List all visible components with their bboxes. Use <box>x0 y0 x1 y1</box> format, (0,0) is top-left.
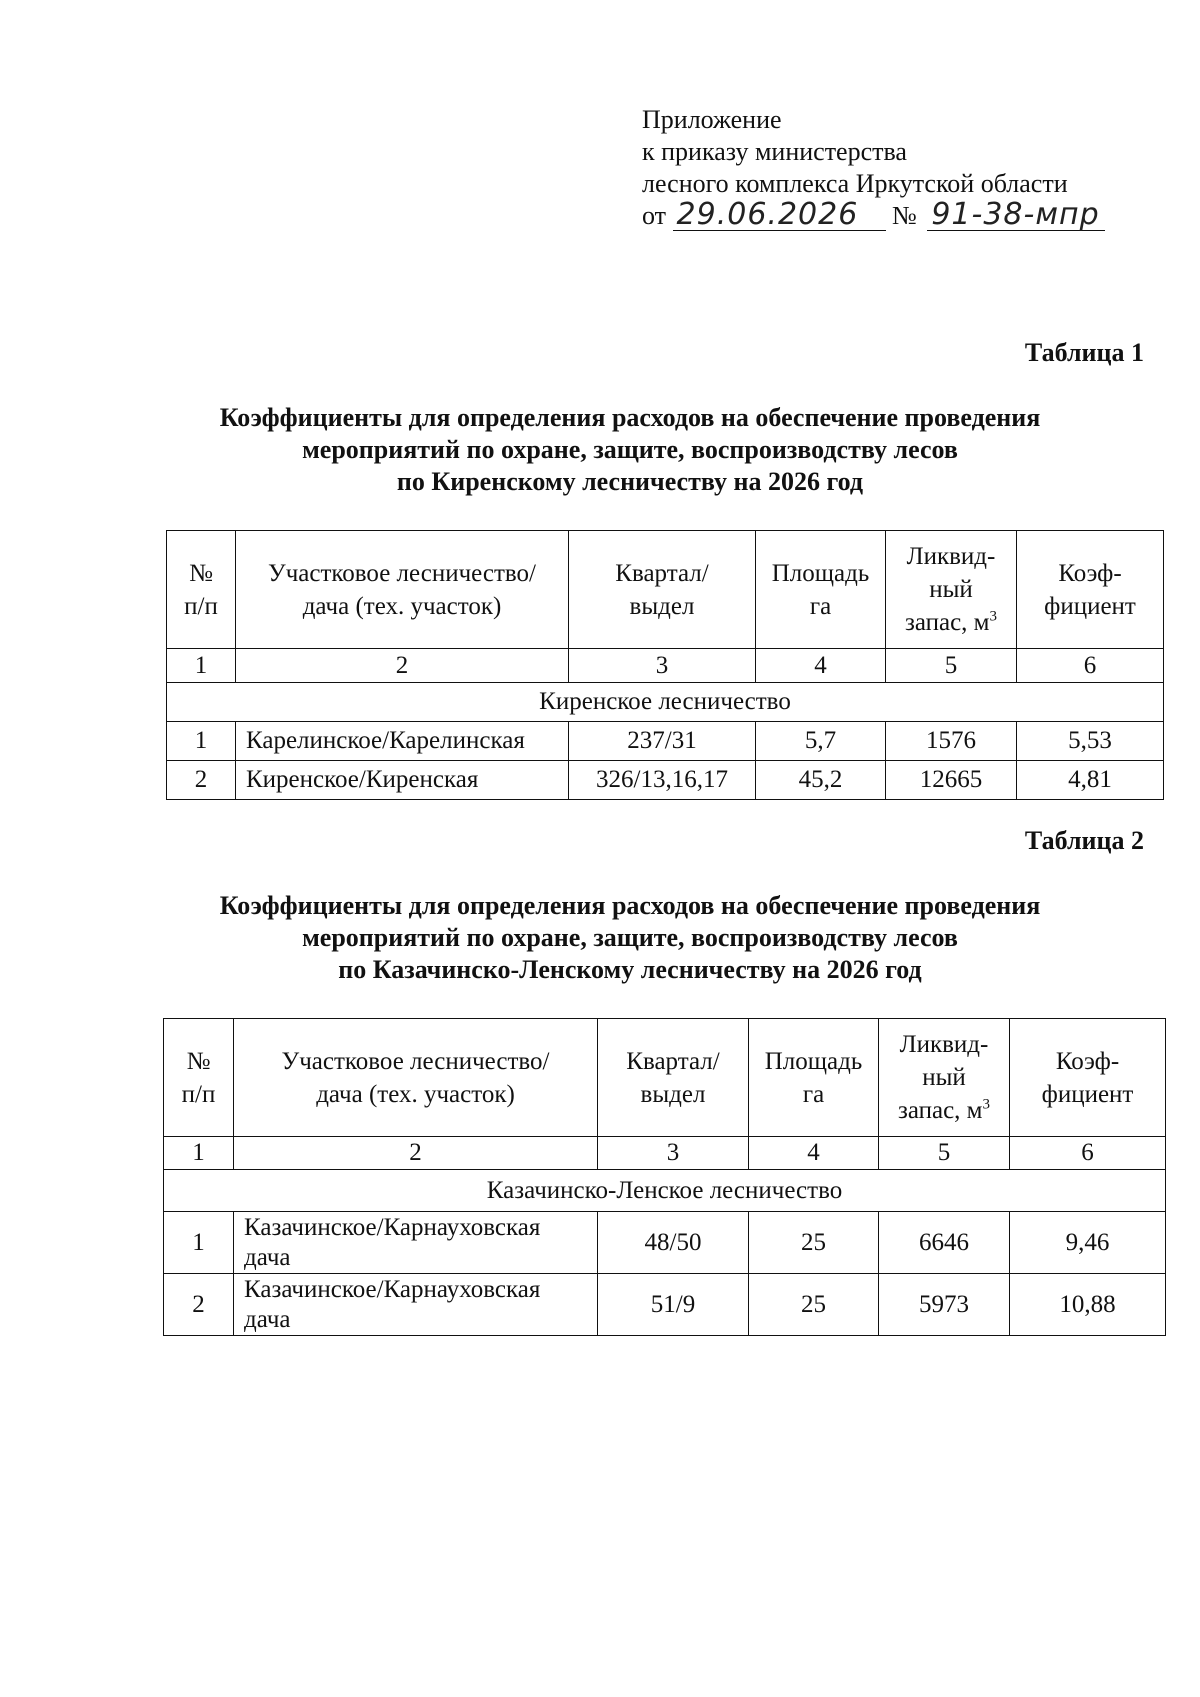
table-row <box>167 761 1164 800</box>
appendix-ministry-line: лесного комплекса Иркутской области <box>642 169 1068 198</box>
table1-title: Коэффициенты для определения расходов на обеспечение проведения мероприятий по охране, защите, воспроизводству лесов по Киренскому лесничеству на 2026 год <box>219 403 1041 496</box>
table1-label: Таблица 1 <box>1024 338 1144 367</box>
header-coef: Коэф- фициент <box>1017 531 1164 649</box>
cell-quarter: 51/9 <box>598 1274 749 1336</box>
cell-num: 1 <box>164 1212 234 1274</box>
col-number: 1 <box>164 1137 234 1170</box>
col-number: 5 <box>886 649 1017 683</box>
table2 <box>163 1018 1166 1336</box>
col-number: 3 <box>598 1137 749 1170</box>
col-number: 5 <box>879 1137 1010 1170</box>
from-label: от <box>642 201 667 230</box>
cell-quarter: 237/31 <box>569 722 756 761</box>
cell-stock: 5973 <box>879 1274 1010 1336</box>
cell-area: 5,7 <box>756 722 886 761</box>
header-district: Участковое лесничество/ дача (тех. участок) <box>236 531 569 649</box>
cell-district: Казачинское/Карнауховская дача <box>234 1212 598 1274</box>
table2-label: Таблица 2 <box>1024 826 1144 855</box>
header-num: № п/п <box>164 1019 234 1137</box>
cell-coef: 5,53 <box>1017 722 1164 761</box>
cell-area: 45,2 <box>756 761 886 800</box>
cell-coef: 10,88 <box>1010 1274 1166 1336</box>
col-number: 2 <box>236 649 569 683</box>
cell-coef: 9,46 <box>1010 1212 1166 1274</box>
cell-quarter: 48/50 <box>598 1212 749 1274</box>
header-stock: Ликвид- ный запас, $м^3$ <box>886 531 1017 649</box>
col-number: 4 <box>749 1137 879 1170</box>
header-coef: Коэф- фициент <box>1010 1019 1166 1137</box>
col-number: 1 <box>167 649 236 683</box>
handwritten-date: 29.06.2026 <box>673 200 886 231</box>
cell-area: 25 <box>749 1212 879 1274</box>
cell-stock: 1576 <box>886 722 1017 761</box>
table1 <box>166 530 1164 800</box>
cell-stock: 12665 <box>886 761 1017 800</box>
table-row <box>164 1212 1166 1274</box>
header-quarter: Квартал/ выдел <box>598 1019 749 1137</box>
table2-section-row <box>164 1170 1166 1212</box>
appendix-date-number-line <box>642 197 1105 232</box>
header-area: Площадь га <box>756 531 886 649</box>
col-number: 3 <box>569 649 756 683</box>
table2-title: Коэффициенты для определения расходов на обеспечение проведения мероприятий по охране, защите, воспроизводству лесов по Казачинско-Ленскому лесничеству на 2026 год <box>219 891 1041 984</box>
cell-district: Киренское/Киренская <box>236 761 569 800</box>
handwritten-number: 91-38-мпр <box>927 200 1105 231</box>
number-label: № <box>892 201 917 230</box>
col-number: 6 <box>1017 649 1164 683</box>
cell-num: 1 <box>167 722 236 761</box>
header-area: Площадь га <box>749 1019 879 1137</box>
header-quarter: Квартал/ выдел <box>569 531 756 649</box>
cell-num: 2 <box>167 761 236 800</box>
header-num: № п/п <box>167 531 236 649</box>
header-stock: Ликвид- ный запас, $м^3$ <box>879 1019 1010 1137</box>
cell-coef: 4,81 <box>1017 761 1164 800</box>
col-number: 6 <box>1010 1137 1166 1170</box>
table1-col-number-row <box>167 649 1164 683</box>
table2-header-row <box>164 1019 1166 1137</box>
section-title: Казачинско-Ленское лесничество <box>164 1170 1166 1212</box>
section-title: Киренское лесничество <box>167 683 1164 722</box>
appendix-block <box>642 104 1105 232</box>
cell-district: Казачинское/Карнауховская дача <box>234 1274 598 1336</box>
col-number: 2 <box>234 1137 598 1170</box>
appendix-title: Приложение <box>642 105 782 134</box>
cell-district: Карелинское/Карелинская <box>236 722 569 761</box>
table1-section-row <box>167 683 1164 722</box>
table1-header-row <box>167 531 1164 649</box>
table-row <box>164 1274 1166 1336</box>
cell-quarter: 326/13,16,17 <box>569 761 756 800</box>
cell-num: 2 <box>164 1274 234 1336</box>
cell-area: 25 <box>749 1274 879 1336</box>
header-district: Участковое лесничество/ дача (тех. участок) <box>234 1019 598 1137</box>
col-number: 4 <box>756 649 886 683</box>
table2-col-number-row <box>164 1137 1166 1170</box>
table-row <box>167 722 1164 761</box>
appendix-order-line: к приказу министерства <box>642 137 907 166</box>
cell-stock: 6646 <box>879 1212 1010 1274</box>
